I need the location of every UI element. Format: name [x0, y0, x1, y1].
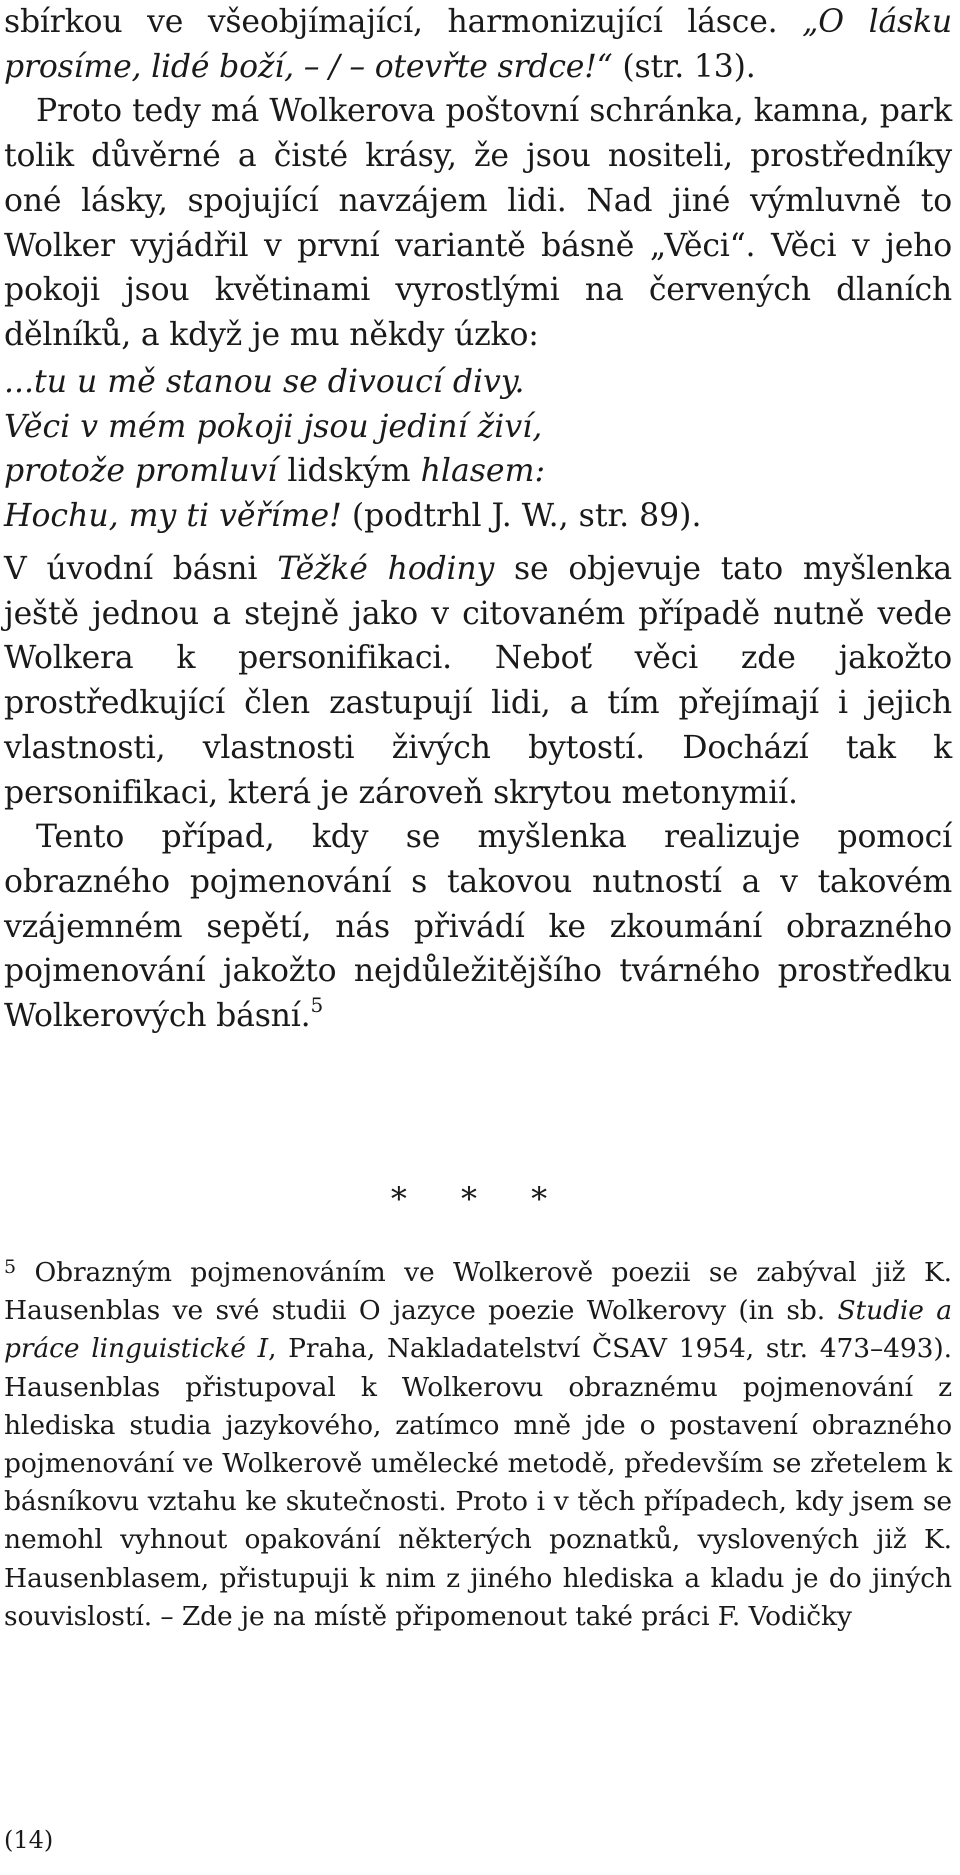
footnote-mark: 5 — [4, 1256, 16, 1278]
section-separator: * * * — [390, 1180, 570, 1218]
poem-line-3: protože promluví lidským hlasem: — [4, 453, 546, 489]
paragraph-1 — [4, 0, 952, 89]
poem-title: Těžké hodiny — [277, 551, 495, 587]
footnote-reference: 5 — [310, 993, 323, 1018]
quoted-verse: „O lásku prosíme, lidé boží, – / – otevřte srdce!“ — [4, 4, 953, 85]
paragraph-4: Tento případ, kdy se myšlenka realizuje pomocí obrazného pojmenování s takovou nutností a v takovém vzájemném sepětí, nás přivádí ke zkoumání obrazného pojmenování jakožto nejdůležitějšího tvárného prostředku Wolkerových básní.$^5$ — [4, 819, 952, 1035]
paragraph-1-reference: (str. 13). — [612, 48, 756, 85]
poem-excerpt — [4, 360, 952, 538]
paragraph-2 — [4, 89, 952, 357]
poem-line-2: Věci v mém pokoji jsou jediní živí, — [4, 408, 543, 445]
paragraph-1-text: sbírkou ve všeobjímající, harmonizující lásce. — [4, 4, 803, 40]
text-block-middle — [4, 547, 952, 1039]
poem-line-1: ...tu u mě stanou se divoucí divy. — [4, 364, 525, 400]
cited-work-title: Studie a práce linguistické I — [4, 1295, 952, 1365]
paragraph-2-text: Proto tedy má Wolkerova poštovní schránka, kamna, park tolik důvěrné a čisté krásy, že jsou nositeli, prostředníky oné lásky, spojující navzájem lidi. Nad jiné výmluvně to Wolker vyjádřil v první variantě básně „Věci“. Věci v jeho pokoji jsou květinami vyrostlými na červených dlaních dělníků, a když je mu někdy úzko: — [4, 93, 952, 353]
poem-line-4: Hochu, my ti věříme! (podtrhl J. W., str. 89). — [4, 497, 702, 534]
page-number: (14) — [4, 1826, 54, 1854]
text-block-top — [4, 0, 952, 358]
paragraph-3: V úvodní básni Těžké hodiny se objevuje tato myšlenka ještě jednou a stejně jako v citovaném případě nutně vede Wolkera k personifikaci. Neboť věci zde jakožto prostředkující člen zastupují lidi, a tím přejímají i jejich vlastnosti, vlastnosti živých bytostí. Dochází tak k personifikaci, která je zároveň skrytou metonymií. — [4, 551, 952, 811]
footnote: $^5$ Obrazným pojmenováním ve Wolkerově poezii se zabýval již K. Hausenblas ve své studii O jazyce poezie Wolkerovy (in sb. Studie a práce linguistické I, Praha, Nakladatelství ČSAV 1954, str. 473–493). Hausenblas přistupoval k Wolkerovu obraznému pojmenování z hlediska studia jazykového, zatímco mně jde o postavení obrazného pojmenování ve Wolkerově umělecké metodě, především se zřetelem k básníkovu vztahu ke skutečnosti. Proto i v těch případech, kdy jsem se nemohl vyhnout opakování některých poznatků, vyslovených již K. Hausenblasem, přistupuji k nim z jiného hlediska a kladu je do jiných souvislostí. – Zde je na místě připomenout také práci F. Vodičky — [4, 1256, 952, 1632]
